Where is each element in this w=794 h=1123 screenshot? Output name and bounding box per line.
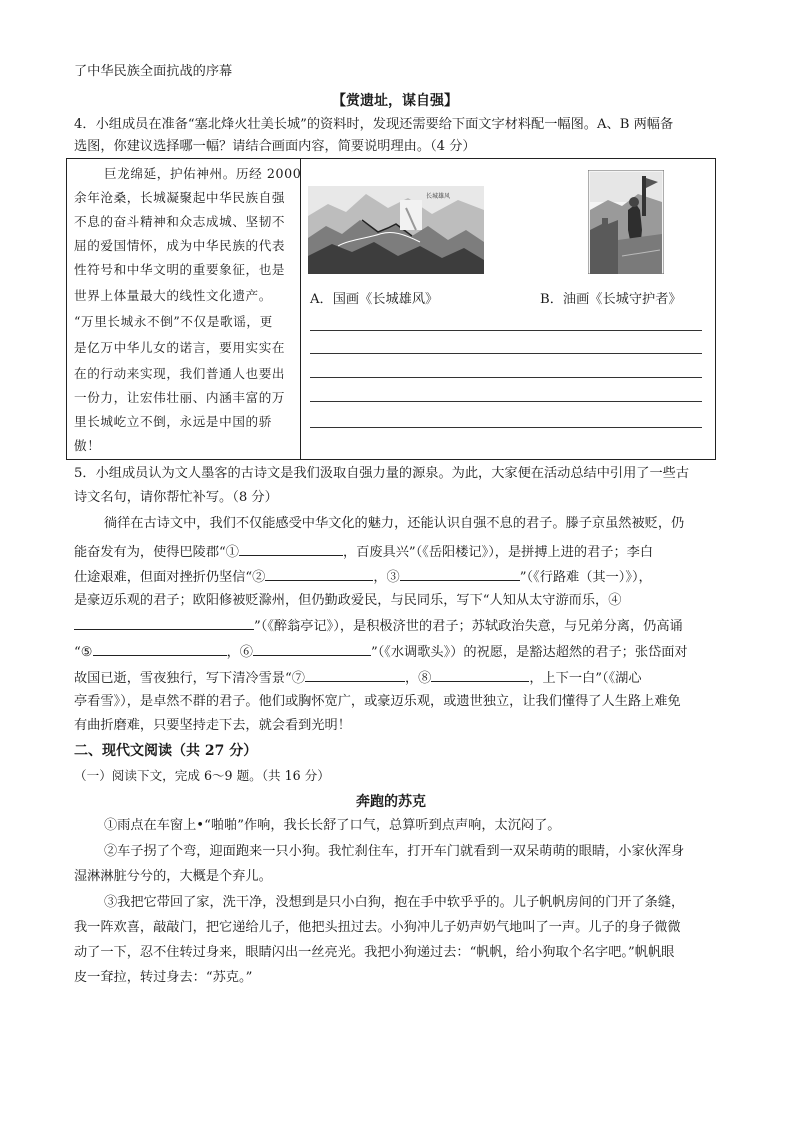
blank-5[interactable] xyxy=(93,643,227,656)
blank-1[interactable] xyxy=(239,543,343,556)
q5-line-1: 5．小组成员认为文人墨客的古诗文是我们汲取自强力量的源泉。为此，大家便在活动总结中引用了一些古 xyxy=(74,466,690,481)
answer-line[interactable] xyxy=(310,427,702,428)
q5-text: ，⑥ xyxy=(226,645,253,660)
material-line: “万里长城永不倒”不仅是歌谣，更 xyxy=(74,314,273,329)
q5-para-7 xyxy=(74,669,642,687)
story-title: 奔跑的苏克 xyxy=(356,794,426,810)
q5-text: ，百废具兴”（《岳阳楼记》），是拼搏上进的君子；李白 xyxy=(343,545,654,560)
material-line: 在的行动来实现，我们普通人也要出 xyxy=(74,366,286,381)
q5-para-3 xyxy=(74,568,652,586)
answer-line[interactable] xyxy=(310,330,702,331)
caption-a: A．国画《长城雄风》 xyxy=(310,292,439,307)
q5-text: 能奋发有为，使得巴陵郡“① xyxy=(74,545,239,560)
part2-subheading: （一）阅读下文，完成 6～9 题。（共 16 分） xyxy=(74,768,330,783)
top-line: 了中华民族全面抗战的序幕 xyxy=(74,64,233,79)
q5-text: 故国已逝，雪夜独行，写下清冷雪景“⑦ xyxy=(74,671,305,686)
blank-7[interactable] xyxy=(305,669,405,682)
painting-a-great-wall-ink xyxy=(308,186,484,274)
q5-para-4: 是豪迈乐观的君子；欧阳修被贬滁州，但仍勤政爱民，与民同乐，写下“人知从太守游而乐，④ xyxy=(74,593,622,608)
material-line: 余年沧桑，长城凝聚起中华民族自强 xyxy=(74,190,286,205)
section-heading: 【赏遗址，谋自强】 xyxy=(332,93,458,109)
material-line: 一份力，让宏伟壮丽、内涵丰富的万 xyxy=(74,390,286,405)
q4-table-divider xyxy=(300,158,301,459)
material-line: 性符号和中华文明的重要象征，也是 xyxy=(74,262,286,277)
story-para-3-cont: 皮一耷拉，转过身去：“苏克。” xyxy=(74,970,253,985)
q5-para-5 xyxy=(74,617,683,635)
q5-para-2 xyxy=(74,543,653,561)
blank-2[interactable] xyxy=(265,568,373,581)
painting-a-inscription: 长城雄风 xyxy=(426,193,451,200)
story-para-3: ③我把它带回了家，洗干净，没想到是只小白狗，抱在手中软乎乎的。儿子帆帆房间的门开了条缝， xyxy=(104,895,685,910)
material-line: 是亿万中华儿女的诺言，要用实实在 xyxy=(74,340,286,355)
blank-3[interactable] xyxy=(400,568,520,581)
story-para-2-cont: 湿淋淋脏兮兮的，大概是个弃儿。 xyxy=(74,869,272,884)
material-line: 不息的奋斗精神和众志成城、坚韧不 xyxy=(74,214,286,229)
material-line: 傲！ xyxy=(74,438,101,453)
material-line: 屈的爱国情怀，成为中华民族的代表 xyxy=(74,238,286,253)
answer-line[interactable] xyxy=(310,401,702,402)
q5-para-8: 亭看雪》），是卓然不群的君子。他们或胸怀宽广，或豪迈乐观，或遗世独立，让我们懂得了人生路上难免 xyxy=(74,694,681,709)
material-line: 巨龙绵延，护佑神州。历经 2000 xyxy=(104,166,302,181)
q5-text: ，⑧ xyxy=(404,671,432,686)
story-para-3-cont: 动了一下，忍不住转过身来，眼睛闪出一丝亮光。我把小狗递过去：“帆帆，给小狗取个名字吧。”帆帆眼 xyxy=(74,945,675,960)
q4-line-1: 4．小组成员在准备“塞北烽火壮美长城”的资料时，发现还需要给下面文字材料配一幅图。A、B 两幅备 xyxy=(74,117,674,132)
q5-text: ”（《行路难（其一）》）， xyxy=(519,570,652,585)
q5-text: ”（《水调歌头》）的祝愿，是豁达超然的君子；张岱面对 xyxy=(370,645,688,660)
q5-para-1: 徜徉在古诗文中，我们不仅能感受中华文化的魅力，还能认识自强不息的君子。滕子京虽然被贬，仍 xyxy=(104,516,685,531)
part2-heading: 二、现代文阅读（共 27 分） xyxy=(74,743,258,759)
material-line: 世界上体量最大的线性文化遗产。 xyxy=(74,288,272,303)
q5-text: ”（《醉翁亭记》），是积极济世的君子；苏轼政治失意，与兄弟分离，仍高诵 xyxy=(254,619,683,634)
q5-text: 仕途艰难，但面对挫折仍坚信“② xyxy=(74,570,266,585)
painting-b-guardian-oil xyxy=(588,170,664,274)
blank-6[interactable] xyxy=(253,643,371,656)
answer-line[interactable] xyxy=(310,377,702,378)
caption-b: B．油画《长城守护者》 xyxy=(540,292,682,307)
answer-line[interactable] xyxy=(310,353,702,354)
q4-line-2: 选图，你建议选择哪一幅？请结合画面内容，简要说明理由。（4 分） xyxy=(74,139,476,154)
q5-text: ，上下一白”（《湖心 xyxy=(529,671,642,686)
q5-line-2: 诗文名句，请你帮忙补写。（8 分） xyxy=(74,490,278,505)
blank-8[interactable] xyxy=(431,669,529,682)
q5-para-6 xyxy=(74,643,688,661)
q5-para-9: 有曲折磨难，只要坚持走下去，就会看到光明！ xyxy=(74,718,351,733)
material-line: 里长城屹立不倒，永远是中国的骄 xyxy=(74,414,272,429)
story-para-2: ②车子拐了个弯，迎面跑来一只小狗。我忙刹住车，打开车门就看到一双呆萌萌的眼睛，小家伙浑身 xyxy=(104,844,685,859)
story-para-3-cont: 我一阵欢喜，敲敲门，把它递给儿子，他把头扭过去。小狗冲儿子奶声奶气地叫了一声。儿子的身子微微 xyxy=(74,920,681,935)
q5-text: “⑤ xyxy=(74,645,93,660)
blank-4[interactable] xyxy=(74,617,254,630)
q5-text: ，③ xyxy=(373,570,400,585)
story-para-1: ①雨点在车窗上•“啪啪”作响，我长长舒了口气，总算听到点声响，太沉闷了。 xyxy=(104,818,561,833)
